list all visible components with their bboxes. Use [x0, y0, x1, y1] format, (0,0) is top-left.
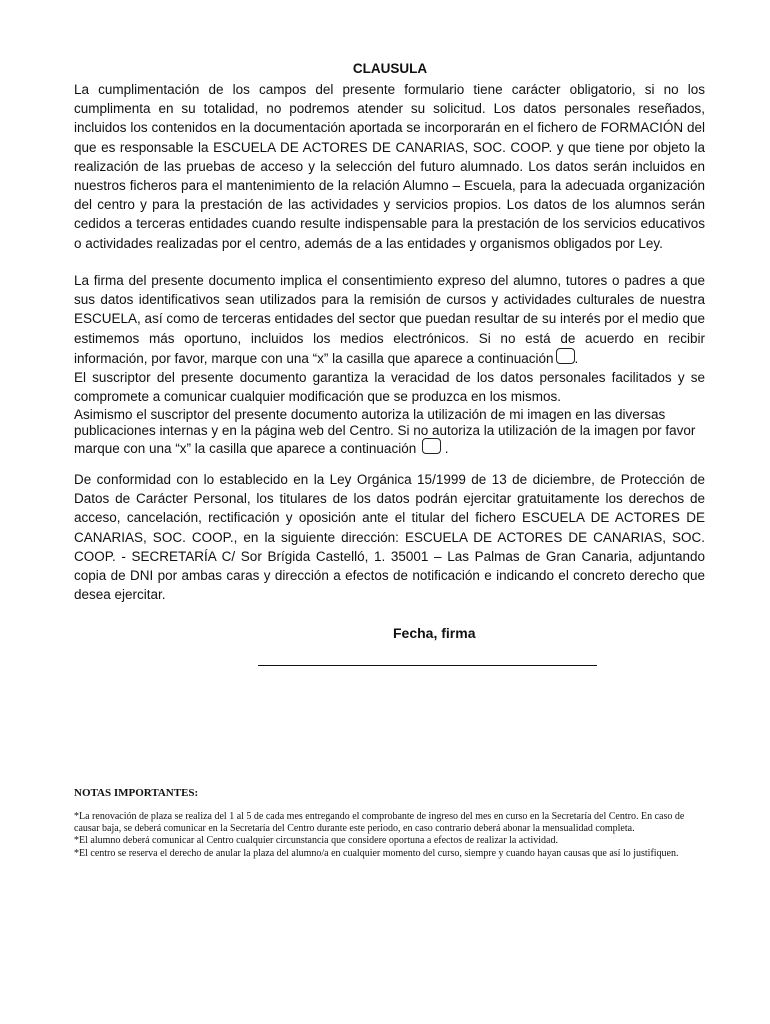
clause-paragraph-data-usage: La cumplimentación de los campos del presente formulario tiene carácter obligatorio, si no los cumplimenta en su totalidad, no podremos atender su solicitud. Los datos personales reseñados, incluidos los contenidos en la documentación aportada se incorporarán en el fichero de FORMACIÓN del que es responsable la ESCUELA DE ACTORES DE CANARIAS, SOC. COOP. y que tiene por objeto la realización de las pruebas de acceso y la selección del futuro alumnado. Los datos serán incluidos en nuestros ficheros para el mantenimiento de la relación Alumno – Escuela, para la adecuada organización del centro y para la prestación de las actividades y servicios propios. Los datos de los alumnos serán cedidos a terceras entidades cuando resulte indispensable para la prestación de los servicios educativos o actividades realizadas por el centro, además de a las entidades y organismos obligados por Ley.	[74, 82, 705, 251]
note-item: *El centro se reserva el derecho de anular la plaza del alumno/a en cualquier momento del curso, siempre y cuando hayan causas que así lo justifiquen.	[74, 847, 679, 859]
note-item: *El alumno deberá comunicar al Centro cualquier circunstancia que considere oportuna a efectos de realizar la actividad.	[74, 835, 558, 847]
image-rights-text: Asimismo el suscriptor del presente documento autoriza la utilización de mi imagen en las diversas publicaciones internas y en la página web del Centro. Si no autoriza la utilización de la imagen por favor marque con una “x” la casilla que aparece a continuación	[74, 407, 696, 456]
consent-period: .	[574, 350, 579, 366]
notes-title: NOTAS IMPORTANTES:	[74, 787, 199, 799]
notes-list	[74, 811, 704, 860]
signature-label: Fecha, firma	[393, 625, 476, 641]
signature-line[interactable]	[258, 665, 597, 666]
clause-paragraph-consent	[74, 271, 705, 368]
consent-text: La firma del presente documento implica el consentimiento expreso del alumno, tutores o padres a que sus datos identificativos sean utilizados para la remisión de cursos y actividades culturales de nuestra ESCUELA, así como de terceras entidades del sector que puedan resultar de su interés por el medio que estimemos más oportuno, incluidos los medios electrónicos. Si no está de acuerdo en recibir información, por favor, marque con una “x” la casilla que aparece a continuación	[74, 273, 705, 366]
clause-paragraph-veracity: El suscriptor del presente documento garantiza la veracidad de los datos personales facilitados y se compromete a comunicar cualquier modificación que se produzca en los mismos.	[74, 370, 705, 405]
image-rights-period: .	[444, 441, 449, 456]
document-title: CLAUSULA	[352, 61, 428, 76]
image-opt-out-checkbox[interactable]	[422, 438, 441, 454]
clause-paragraph-data-protection: De conformidad con lo establecido en la Ley Orgánica 15/1999 de 13 de diciembre, de Protección de Datos de Carácter Personal, los titulares de los datos podrán ejercitar gratuitamente los derechos de acceso, cancelación, rectificación y oposición ante el titular del fichero ESCUELA DE ACTORES DE CANARIAS, SOC. COOP., en la siguiente dirección: ESCUELA DE ACTORES DE CANARIAS, SOC. COOP. - SECRETARÍA C/ Sor Brígida Castelló, 1. 35001 – Las Palmas de Gran Canaria, adjuntando copia de DNI por ambas caras y dirección a efectos de notificación e indicando el concreto derecho que desea ejercitar.	[74, 472, 705, 603]
opt-out-info-checkbox[interactable]	[556, 348, 575, 364]
clause-paragraph-image-rights	[74, 407, 705, 457]
note-item: *La renovación de plaza se realiza del 1 al 5 de cada mes entregando el comprobante de ingreso del mes en curso en la Secretaría del Centro. En caso de causar baja, se deberá comunicar en la Secretaría del Centro durante este periodo, en caso contrario deberá abonar la mensualidad completa.	[74, 811, 685, 835]
